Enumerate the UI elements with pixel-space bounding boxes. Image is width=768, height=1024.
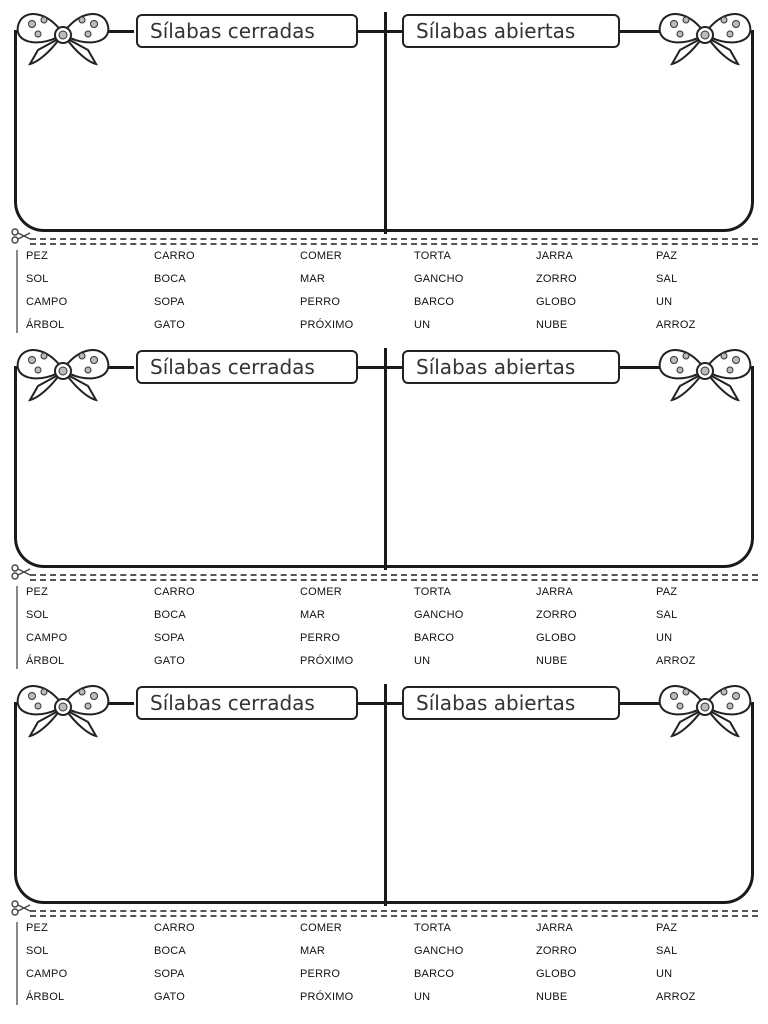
bow-icon xyxy=(650,4,760,68)
word-card: ÁRBOL xyxy=(26,655,65,667)
open-syllables-title: Sílabas abiertas xyxy=(402,14,620,48)
word-card: PAZ xyxy=(656,250,678,262)
word-card: NUBE xyxy=(536,991,568,1003)
word-card: BOCA xyxy=(154,945,186,957)
cut-line xyxy=(0,910,768,916)
word-card: JARRA xyxy=(536,922,574,934)
word-card: ARROZ xyxy=(656,655,696,667)
word-card: GLOBO xyxy=(536,968,577,980)
column-divider xyxy=(384,684,387,906)
word-card: BOCA xyxy=(154,609,186,621)
word-card: ÁRBOL xyxy=(26,319,65,331)
word-card: GLOBO xyxy=(536,296,577,308)
scissors-icon xyxy=(10,228,32,244)
word-card: ÁRBOL xyxy=(26,991,65,1003)
word-card: BARCO xyxy=(414,968,455,980)
word-card: PAZ xyxy=(656,586,678,598)
cut-line xyxy=(0,238,768,244)
word-card: SOPA xyxy=(154,968,185,980)
word-card: ZORRO xyxy=(536,945,577,957)
word-card: SOL xyxy=(26,609,49,621)
word-card: ARROZ xyxy=(656,319,696,331)
word-card: UN xyxy=(656,632,673,644)
margin-line xyxy=(16,586,18,669)
word-card: PRÓXIMO xyxy=(300,991,354,1003)
word-card: UN xyxy=(656,968,673,980)
word-card: JARRA xyxy=(536,250,574,262)
word-card: SAL xyxy=(656,945,678,957)
word-card: SOPA xyxy=(154,632,185,644)
worksheet-3 xyxy=(0,672,768,1008)
word-card: BOCA xyxy=(154,273,186,285)
word-card: TORTA xyxy=(414,922,452,934)
word-card: SAL xyxy=(656,609,678,621)
word-card: GLOBO xyxy=(536,632,577,644)
worksheet-1 xyxy=(0,0,768,336)
word-card: BARCO xyxy=(414,632,455,644)
word-card: GANCHO xyxy=(414,945,464,957)
frame-border xyxy=(356,702,404,705)
word-card: JARRA xyxy=(536,586,574,598)
scissors-icon xyxy=(10,564,32,580)
bow-icon xyxy=(8,676,118,740)
word-card: MAR xyxy=(300,609,326,621)
bow-icon xyxy=(650,340,760,404)
word-card: MAR xyxy=(300,273,326,285)
scissors-icon xyxy=(10,900,32,916)
word-card: SOPA xyxy=(154,296,185,308)
margin-line xyxy=(16,250,18,333)
word-card: NUBE xyxy=(536,655,568,667)
word-card: MAR xyxy=(300,945,326,957)
cut-line xyxy=(0,574,768,580)
word-card: UN xyxy=(414,991,431,1003)
word-card: PERRO xyxy=(300,968,341,980)
word-card: CAMPO xyxy=(26,632,68,644)
word-card: PRÓXIMO xyxy=(300,319,354,331)
word-card: PEZ xyxy=(26,922,48,934)
bow-icon xyxy=(8,4,118,68)
word-card: COMER xyxy=(300,586,342,598)
frame-border xyxy=(356,366,404,369)
word-card: CAMPO xyxy=(26,968,68,980)
bow-icon xyxy=(650,676,760,740)
word-card: COMER xyxy=(300,922,342,934)
word-card: PAZ xyxy=(656,922,678,934)
word-card: ARROZ xyxy=(656,991,696,1003)
word-card: GATO xyxy=(154,319,185,331)
word-card: TORTA xyxy=(414,250,452,262)
word-card: GANCHO xyxy=(414,609,464,621)
word-card: PERRO xyxy=(300,296,341,308)
word-card: PERRO xyxy=(300,632,341,644)
frame-border xyxy=(356,30,404,33)
closed-syllables-title: Sílabas cerradas xyxy=(136,350,358,384)
word-card: PEZ xyxy=(26,250,48,262)
word-card: BARCO xyxy=(414,296,455,308)
word-card: COMER xyxy=(300,250,342,262)
word-card: ZORRO xyxy=(536,273,577,285)
word-card: UN xyxy=(656,296,673,308)
word-card: PEZ xyxy=(26,586,48,598)
word-card: SOL xyxy=(26,273,49,285)
word-card: NUBE xyxy=(536,319,568,331)
word-card: GATO xyxy=(154,991,185,1003)
word-card: SOL xyxy=(26,945,49,957)
closed-syllables-title: Sílabas cerradas xyxy=(136,14,358,48)
word-card: GATO xyxy=(154,655,185,667)
word-card: TORTA xyxy=(414,586,452,598)
word-card: ZORRO xyxy=(536,609,577,621)
column-divider xyxy=(384,12,387,234)
word-card: UN xyxy=(414,319,431,331)
margin-line xyxy=(16,922,18,1005)
word-card: GANCHO xyxy=(414,273,464,285)
word-card: CAMPO xyxy=(26,296,68,308)
word-card: CARRO xyxy=(154,586,195,598)
word-card: CARRO xyxy=(154,250,195,262)
column-divider xyxy=(384,348,387,570)
word-card: SAL xyxy=(656,273,678,285)
open-syllables-title: Sílabas abiertas xyxy=(402,686,620,720)
open-syllables-title: Sílabas abiertas xyxy=(402,350,620,384)
word-card: CARRO xyxy=(154,922,195,934)
worksheet-2 xyxy=(0,336,768,672)
word-card: PRÓXIMO xyxy=(300,655,354,667)
word-card: UN xyxy=(414,655,431,667)
bow-icon xyxy=(8,340,118,404)
closed-syllables-title: Sílabas cerradas xyxy=(136,686,358,720)
